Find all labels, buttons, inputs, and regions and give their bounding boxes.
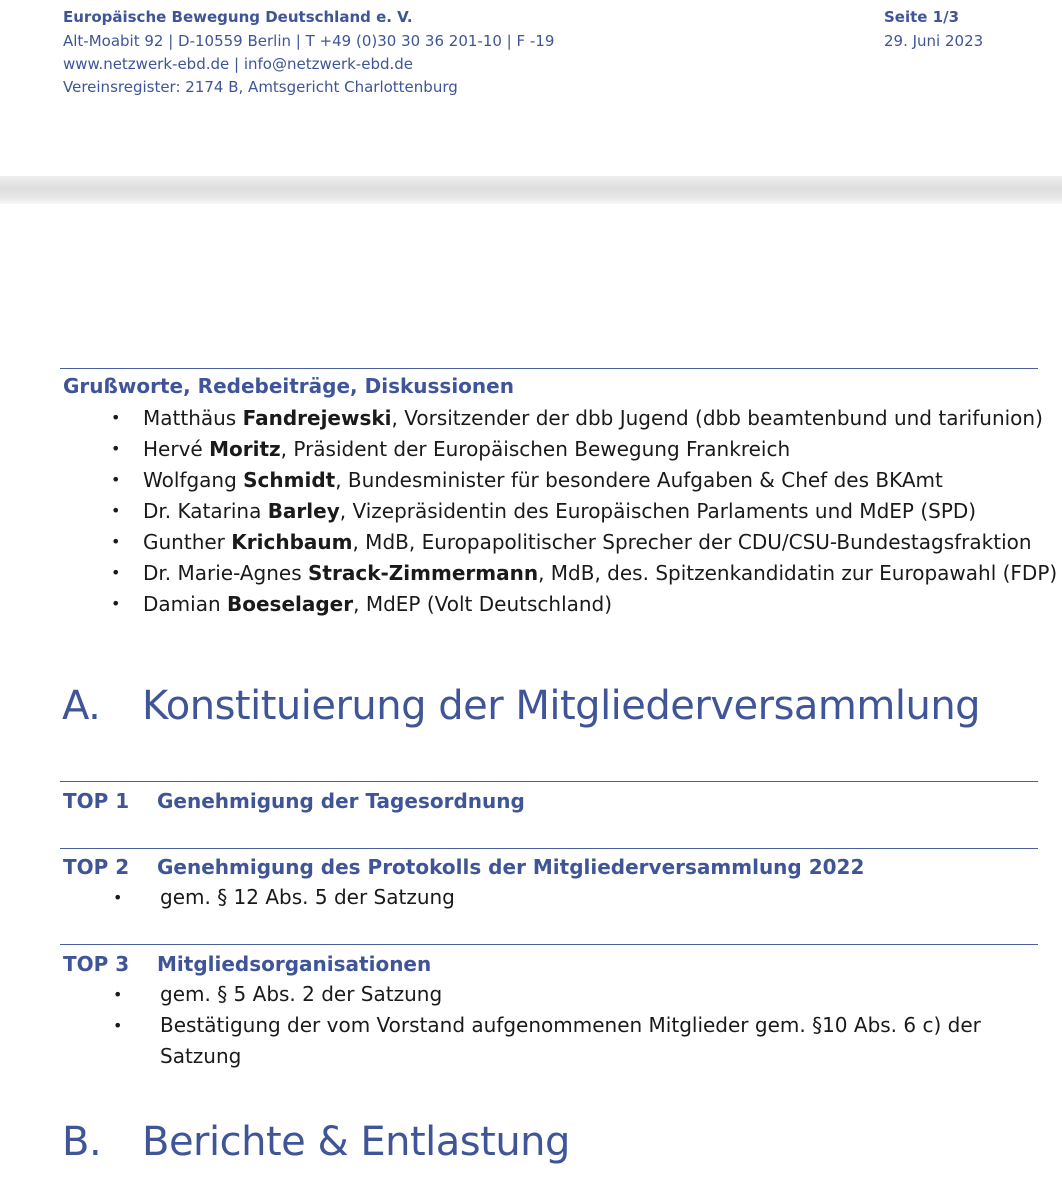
bullet: •: [111, 563, 121, 582]
page-number: Seite 1/3: [884, 8, 960, 26]
speaker-item: [0, 405, 1062, 436]
section-divider: [60, 944, 1038, 945]
speaker-role: , Präsident der Europäischen Bewegung Frankreich: [280, 437, 791, 461]
page-header: [0, 0, 1062, 176]
speaker-item: [0, 467, 1062, 498]
speaker-first-name: Wolfgang: [143, 468, 244, 492]
speaker-item: [0, 591, 1062, 622]
bullet: •: [111, 532, 121, 551]
bullet: •: [113, 888, 123, 907]
top-3-bullet-text: gem. § 5 Abs. 2 der Satzung: [160, 982, 443, 1006]
greetings-heading: Grußworte, Redebeiträge, Diskussionen: [63, 374, 514, 398]
speaker-first-name: Dr. Katarina: [143, 499, 268, 523]
speaker-first-name: Gunther: [143, 530, 232, 554]
speaker-last-name: Fandrejewski: [242, 406, 392, 430]
speaker-last-name: Moritz: [209, 437, 281, 461]
bullet: •: [111, 439, 121, 458]
top-2-number: TOP 2: [63, 855, 130, 879]
section-b-letter: B.: [62, 1119, 102, 1165]
speaker-item: [0, 560, 1062, 591]
top-3-title: Mitgliedsorganisationen: [157, 952, 432, 976]
speaker-first-name: Dr. Marie-Agnes: [143, 561, 309, 585]
speaker-role: , Vorsitzender der dbb Jugend (dbb beamtenbund und tarifunion): [391, 406, 1043, 430]
speaker-role: , MdB, Europapolitischer Sprecher der CDU/CSU-Bundestagsfraktion: [352, 530, 1032, 554]
speaker-last-name: Barley: [267, 499, 340, 523]
top-1-title: Genehmigung der Tagesordnung: [157, 789, 525, 813]
bullet: •: [113, 985, 123, 1004]
section-b-title: Berichte & Entlastung: [142, 1119, 570, 1165]
speaker-last-name: Schmidt: [243, 468, 336, 492]
speaker-first-name: Hervé: [143, 437, 210, 461]
speaker-last-name: Boeselager: [226, 592, 354, 616]
speaker-role: , Bundesminister für besondere Aufgaben & Chef des BKAmt: [335, 468, 943, 492]
bullet: •: [113, 1016, 123, 1035]
top-1-number: TOP 1: [63, 789, 130, 813]
section-divider: [60, 368, 1038, 369]
section-divider: [60, 781, 1038, 782]
page-separator: [0, 176, 1062, 204]
speaker-first-name: Matthäus: [143, 406, 243, 430]
organization-web-contact: www.netzwerk-ebd.de | info@netzwerk-ebd.de: [63, 55, 414, 73]
top-2-title: Genehmigung des Protokolls der Mitgliederversammlung 2022: [157, 855, 865, 879]
bullet: •: [111, 501, 121, 520]
speaker-item: [0, 529, 1062, 560]
bullet: •: [111, 408, 121, 427]
speaker-role: , Vizepräsidentin des Europäischen Parlaments und MdEP (SPD): [339, 499, 977, 523]
speaker-item: [0, 436, 1062, 467]
speaker-first-name: Damian: [143, 592, 227, 616]
document-date: 29. Juni 2023: [884, 32, 984, 50]
section-a-letter: A.: [62, 683, 101, 729]
speaker-last-name: Strack-Zimmermann: [308, 561, 539, 585]
speaker-list: [0, 405, 1062, 622]
speaker-role: , MdEP (Volt Deutschland): [353, 592, 613, 616]
organization-register: Vereinsregister: 2174 B, Amtsgericht Charlottenburg: [63, 78, 458, 96]
top-3-bullet-text: Bestätigung der vom Vorstand aufgenommenen Mitglieder gem. §10 Abs. 6 c) der Satzung: [160, 1013, 981, 1068]
organization-address: Alt-Moabit 92 | D-10559 Berlin | T +49 (0)30 30 36 201-10 | F -19: [63, 32, 555, 50]
section-a-title: Konstituierung der Mitgliederversammlung: [142, 683, 981, 729]
speaker-item: [0, 498, 1062, 529]
speaker-last-name: Krichbaum: [231, 530, 353, 554]
top-2-bullet-text: gem. § 12 Abs. 5 der Satzung: [160, 885, 455, 909]
bullet: •: [111, 470, 121, 489]
section-divider: [60, 848, 1038, 849]
speaker-role: , MdB, des. Spitzenkandidatin zur Europawahl (FDP): [538, 561, 1058, 585]
top-3-number: TOP 3: [63, 952, 130, 976]
organization-name: Europäische Bewegung Deutschland e. V.: [63, 8, 413, 26]
bullet: •: [111, 594, 121, 613]
